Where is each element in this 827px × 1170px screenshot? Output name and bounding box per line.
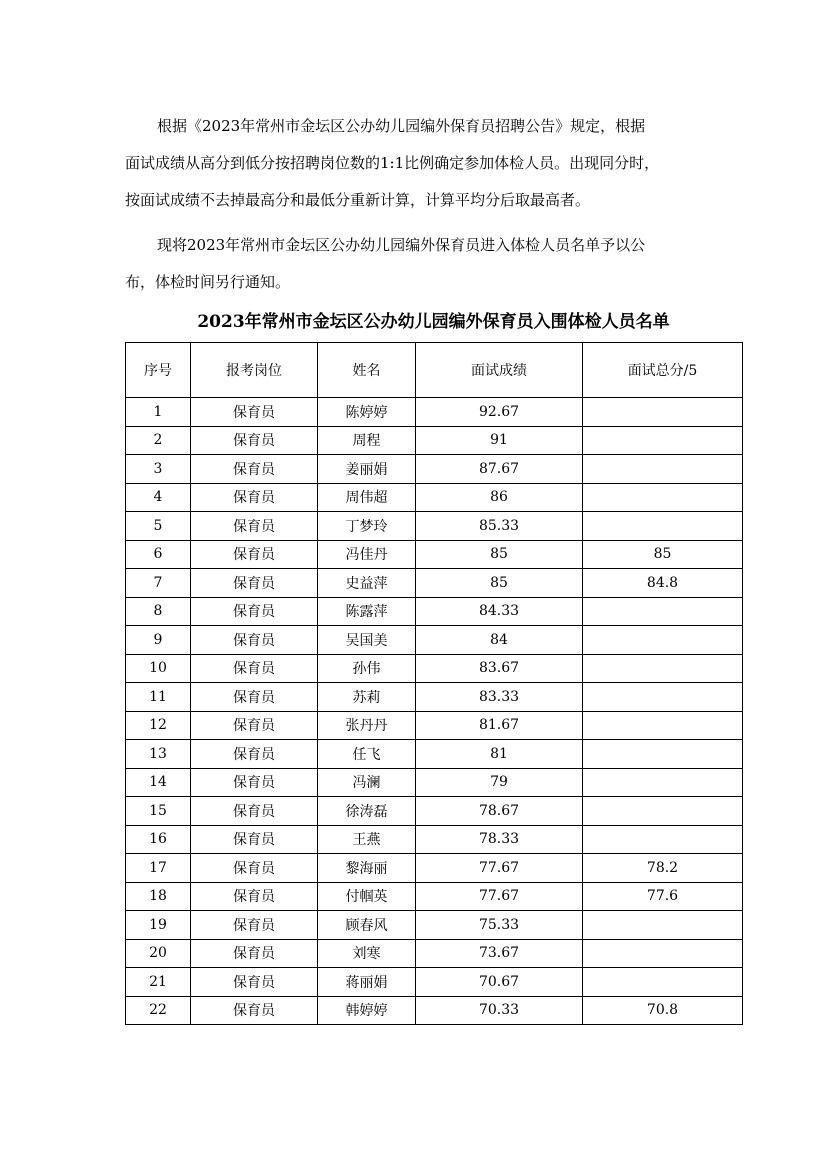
- cell-name: 周程: [318, 426, 416, 455]
- cell-name: 黎海丽: [318, 854, 416, 883]
- table-row: [126, 911, 743, 940]
- cell-interview-score: 75.33: [416, 911, 583, 940]
- cell-total-score: 84.8: [583, 569, 743, 598]
- cell-position: 保育员: [191, 455, 318, 484]
- cell-interview-score: 85: [416, 569, 583, 598]
- cell-name: 苏莉: [318, 683, 416, 712]
- cell-serial: 4: [126, 483, 191, 512]
- cell-position: 保育员: [191, 825, 318, 854]
- cell-name: 周伟超: [318, 483, 416, 512]
- cell-total-score: 78.2: [583, 854, 743, 883]
- cell-serial: 5: [126, 512, 191, 541]
- intro-paragraph-1-line: 面试成绩从高分到低分按招聘岗位数的1:1比例确定参加体检人员。出现同分时，: [125, 154, 660, 172]
- cell-total-score: [583, 968, 743, 997]
- cell-serial: 17: [126, 854, 191, 883]
- candidate-table: [125, 342, 743, 1025]
- cell-serial: 9: [126, 626, 191, 655]
- cell-name: 吴国美: [318, 626, 416, 655]
- cell-total-score: [583, 683, 743, 712]
- cell-serial: 20: [126, 939, 191, 968]
- cell-position: 保育员: [191, 512, 318, 541]
- intro-paragraph-2-line: 布，体检时间另行通知。: [125, 273, 291, 291]
- cell-position: 保育员: [191, 483, 318, 512]
- intro-paragraph-2-line: 现将2023年常州市金坛区公办幼儿园编外保育员进入体检人员名单予以公: [157, 236, 646, 254]
- table-row: [126, 854, 743, 883]
- table-row: [126, 654, 743, 683]
- cell-name: 姜丽娟: [318, 455, 416, 484]
- header-position: 报考岗位: [191, 343, 318, 398]
- cell-interview-score: 79: [416, 768, 583, 797]
- cell-name: 韩婷婷: [318, 996, 416, 1025]
- cell-serial: 3: [126, 455, 191, 484]
- cell-interview-score: 81.67: [416, 711, 583, 740]
- header-name: 姓名: [318, 343, 416, 398]
- cell-interview-score: 91: [416, 426, 583, 455]
- cell-position: 保育员: [191, 740, 318, 769]
- cell-position: 保育员: [191, 854, 318, 883]
- cell-interview-score: 70.67: [416, 968, 583, 997]
- cell-interview-score: 84.33: [416, 597, 583, 626]
- cell-total-score: [583, 825, 743, 854]
- cell-total-score: [583, 654, 743, 683]
- cell-total-score: [583, 939, 743, 968]
- cell-name: 史益萍: [318, 569, 416, 598]
- table-title: 2023年常州市金坛区公办幼儿园编外保育员入围体检人员名单: [197, 312, 670, 332]
- cell-name: 付帼英: [318, 882, 416, 911]
- table-row: [126, 711, 743, 740]
- table-row: [126, 768, 743, 797]
- header-serial: 序号: [126, 343, 191, 398]
- table-row: [126, 882, 743, 911]
- cell-total-score: 85: [583, 540, 743, 569]
- cell-serial: 10: [126, 654, 191, 683]
- table-row: [126, 540, 743, 569]
- cell-interview-score: 92.67: [416, 398, 583, 427]
- table-row: [126, 996, 743, 1025]
- cell-total-score: [583, 740, 743, 769]
- cell-total-score: [583, 711, 743, 740]
- cell-serial: 19: [126, 911, 191, 940]
- table-row: [126, 939, 743, 968]
- cell-total-score: [583, 455, 743, 484]
- cell-serial: 16: [126, 825, 191, 854]
- cell-serial: 22: [126, 996, 191, 1025]
- cell-interview-score: 87.67: [416, 455, 583, 484]
- table-row: [126, 968, 743, 997]
- table-row: [126, 626, 743, 655]
- cell-interview-score: 85.33: [416, 512, 583, 541]
- table-row: [126, 740, 743, 769]
- cell-total-score: [583, 597, 743, 626]
- cell-interview-score: 86: [416, 483, 583, 512]
- cell-total-score: [583, 398, 743, 427]
- table-header-row: [126, 343, 743, 398]
- cell-position: 保育员: [191, 911, 318, 940]
- table-row: [126, 569, 743, 598]
- cell-position: 保育员: [191, 683, 318, 712]
- cell-position: 保育员: [191, 768, 318, 797]
- cell-name: 顾春风: [318, 911, 416, 940]
- intro-paragraph-1-line: 按面试成绩不去掉最高分和最低分重新计算，计算平均分后取最高者。: [125, 191, 591, 209]
- cell-serial: 15: [126, 797, 191, 826]
- table-row: [126, 398, 743, 427]
- cell-name: 任飞: [318, 740, 416, 769]
- cell-position: 保育员: [191, 426, 318, 455]
- cell-total-score: [583, 797, 743, 826]
- cell-position: 保育员: [191, 597, 318, 626]
- cell-name: 张丹丹: [318, 711, 416, 740]
- cell-position: 保育员: [191, 540, 318, 569]
- table-row: [126, 512, 743, 541]
- table-row: [126, 483, 743, 512]
- cell-position: 保育员: [191, 797, 318, 826]
- table-row: [126, 825, 743, 854]
- cell-name: 孙伟: [318, 654, 416, 683]
- cell-name: 冯佳丹: [318, 540, 416, 569]
- cell-name: 陈露萍: [318, 597, 416, 626]
- cell-total-score: [583, 426, 743, 455]
- cell-interview-score: 83.67: [416, 654, 583, 683]
- cell-serial: 6: [126, 540, 191, 569]
- intro-paragraph-2: [125, 227, 715, 301]
- cell-interview-score: 83.33: [416, 683, 583, 712]
- cell-interview-score: 78.33: [416, 825, 583, 854]
- cell-position: 保育员: [191, 626, 318, 655]
- cell-interview-score: 77.67: [416, 854, 583, 883]
- cell-total-score: [583, 911, 743, 940]
- cell-position: 保育员: [191, 711, 318, 740]
- cell-name: 王燕: [318, 825, 416, 854]
- cell-position: 保育员: [191, 569, 318, 598]
- cell-name: 刘寒: [318, 939, 416, 968]
- cell-serial: 18: [126, 882, 191, 911]
- cell-position: 保育员: [191, 996, 318, 1025]
- table-row: [126, 455, 743, 484]
- table-row: [126, 683, 743, 712]
- cell-interview-score: 81: [416, 740, 583, 769]
- cell-name: 蒋丽娟: [318, 968, 416, 997]
- cell-total-score: 70.8: [583, 996, 743, 1025]
- cell-interview-score: 77.67: [416, 882, 583, 911]
- cell-position: 保育员: [191, 968, 318, 997]
- cell-name: 徐涛磊: [318, 797, 416, 826]
- cell-interview-score: 73.67: [416, 939, 583, 968]
- cell-name: 陈婷婷: [318, 398, 416, 427]
- cell-serial: 8: [126, 597, 191, 626]
- cell-position: 保育员: [191, 654, 318, 683]
- cell-position: 保育员: [191, 939, 318, 968]
- header-total-score: 面试总分/5: [583, 343, 743, 398]
- cell-position: 保育员: [191, 882, 318, 911]
- cell-total-score: [583, 512, 743, 541]
- cell-name: 冯澜: [318, 768, 416, 797]
- cell-serial: 7: [126, 569, 191, 598]
- intro-paragraph-1-line: 根据《2023年常州市金坛区公办幼儿园编外保育员招聘公告》规定，根据: [157, 117, 646, 135]
- cell-total-score: 77.6: [583, 882, 743, 911]
- table-row: [126, 597, 743, 626]
- intro-paragraph-1: [125, 108, 715, 219]
- cell-serial: 21: [126, 968, 191, 997]
- cell-serial: 11: [126, 683, 191, 712]
- cell-name: 丁梦玲: [318, 512, 416, 541]
- cell-interview-score: 70.33: [416, 996, 583, 1025]
- cell-serial: 1: [126, 398, 191, 427]
- table-row: [126, 426, 743, 455]
- table-body: [126, 398, 743, 1025]
- cell-serial: 12: [126, 711, 191, 740]
- cell-total-score: [583, 626, 743, 655]
- cell-total-score: [583, 483, 743, 512]
- cell-interview-score: 85: [416, 540, 583, 569]
- cell-interview-score: 84: [416, 626, 583, 655]
- header-interview-score: 面试成绩: [416, 343, 583, 398]
- cell-serial: 2: [126, 426, 191, 455]
- table-row: [126, 797, 743, 826]
- cell-interview-score: 78.67: [416, 797, 583, 826]
- cell-serial: 14: [126, 768, 191, 797]
- cell-total-score: [583, 768, 743, 797]
- cell-position: 保育员: [191, 398, 318, 427]
- cell-serial: 13: [126, 740, 191, 769]
